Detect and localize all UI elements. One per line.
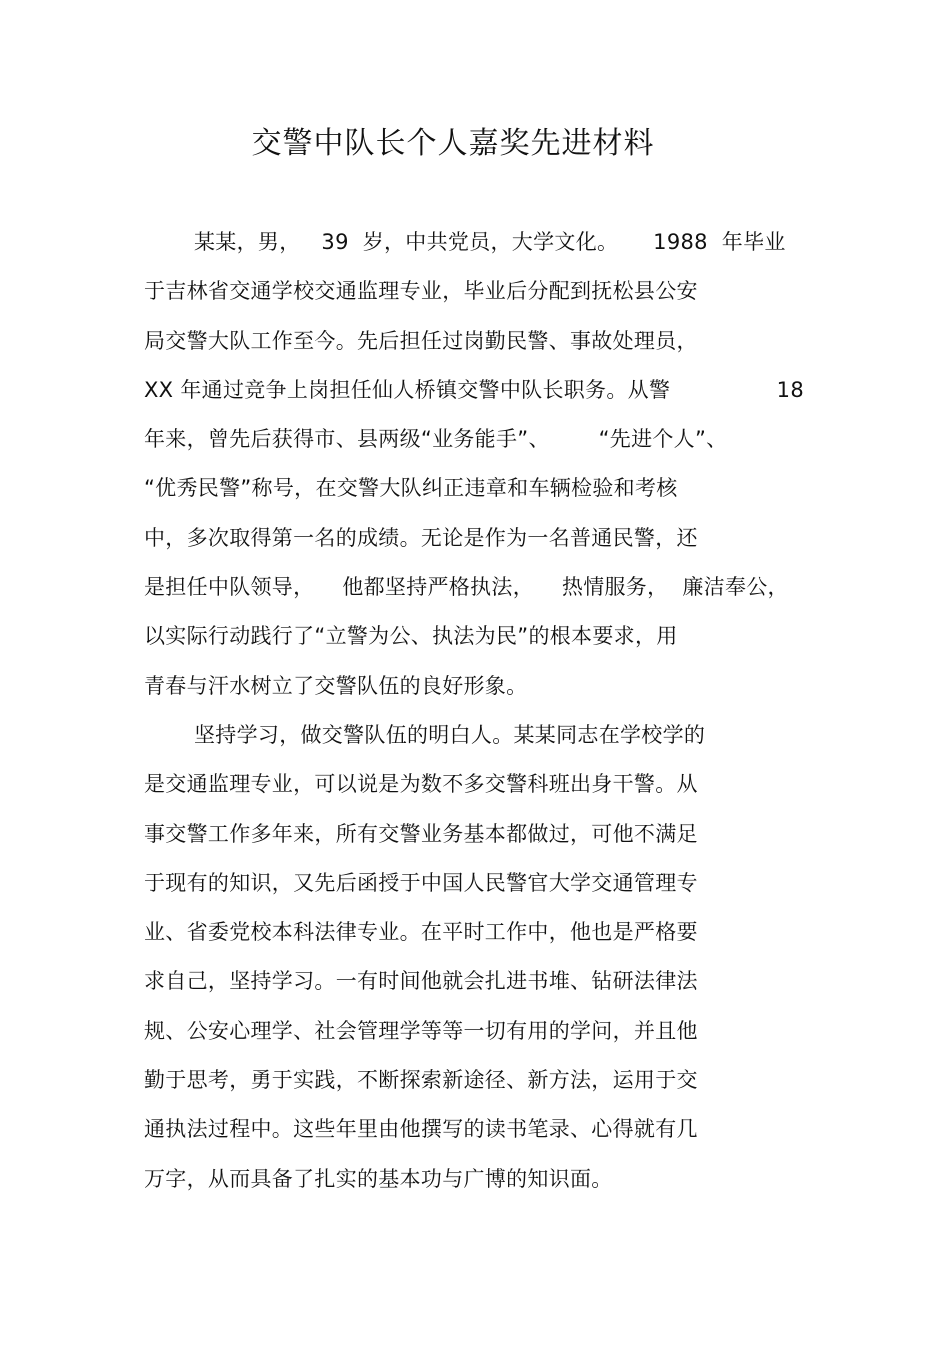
paragraph-line: 求自己，坚持学习。一有时间他就会扎进书堆、钻研法律法 (144, 969, 698, 994)
paragraph-line: 是担任中队领导， 他都坚持严格执法， 热情服务， 廉洁奉公， (144, 575, 789, 600)
paragraph-line: 以实际行动践行了“立警为公、执法为民”的根本要求，用 (144, 624, 678, 649)
paragraph-line: 中，多次取得第一名的成绩。无论是作为一名普通民警，还 (144, 525, 698, 550)
paragraph-line: 青春与汗水树立了交警队伍的良好形象。 (144, 673, 528, 698)
paragraph-line: 某某，男， 39 岁，中共党员，大学文化。 1988 年毕业 (194, 230, 786, 254)
paragraph-line: 于吉林省交通学校交通监理专业，毕业后分配到抚松县公安 (144, 279, 698, 304)
paragraph-line: 万字，从而具备了扎实的基本功与广博的知识面。 (144, 1166, 613, 1191)
paragraph-line: 是交通监理专业，可以说是为数不多交警科班出身干警。从 (144, 772, 698, 797)
paragraph-line-left: XX 年通过竞争上岗担任仙人桥镇交警中队长职务。从警 (144, 377, 671, 402)
paragraph-2 (144, 715, 814, 1208)
paragraph-line-right: 18 (776, 377, 804, 402)
paragraph-line: 年来，曾先后获得市、县两级“业务能手”、 “先进个人”、 (144, 427, 728, 452)
paragraph-line: 事交警工作多年来，所有交警业务基本都做过，可他不满足 (144, 821, 698, 846)
document-body (144, 222, 814, 1208)
paragraph-line: “优秀民警”称号，在交警大队纠正违章和车辆检验和考核 (144, 476, 678, 501)
paragraph-line: 勤于思考，勇于实践，不断探索新途径、新方法，运用于交 (144, 1068, 698, 1093)
paragraph-1 (144, 222, 814, 715)
paragraph-line: 业、省委党校本科法律专业。在平时工作中，他也是严格要 (144, 920, 698, 945)
paragraph-line: 通执法过程中。这些年里由他撰写的读书笔录、心得就有几 (144, 1117, 698, 1142)
paragraph-line: 于现有的知识，又先后函授于中国人民警官大学交通管理专 (144, 870, 698, 895)
paragraph-line: 局交警大队工作至今。先后担任过岗勤民警、事故处理员， (144, 328, 698, 353)
paragraph-line: 规、公安心理学、社会管理学等等一切有用的学问，并且他 (144, 1018, 698, 1043)
paragraph-line: 坚持学习，做交警队伍的明白人。某某同志在学校学的 (194, 722, 706, 747)
paragraph-line (144, 370, 804, 419)
document-title: 交警中队长个人嘉奖先进材料 (251, 126, 655, 161)
